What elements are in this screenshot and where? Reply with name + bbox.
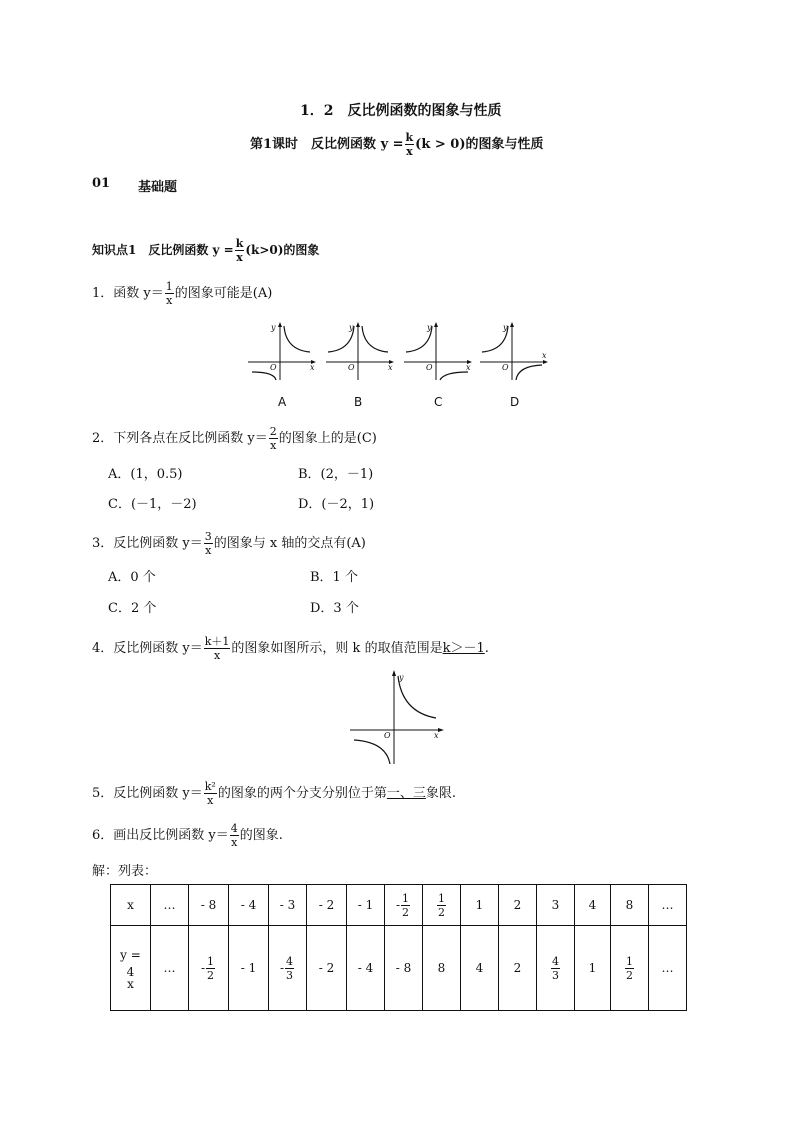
subtitle-fraction: $\frac{k}{x}$ bbox=[405, 131, 414, 158]
table-cell: 4 bbox=[575, 885, 611, 926]
axis-y-label: y bbox=[271, 323, 276, 332]
table-cell: $\frac{4}{3}$ bbox=[537, 926, 575, 1011]
knowledge-point: 知识点1 反比例函数 y = $\frac{k}{x}$ (k>0)的图象 bbox=[92, 237, 320, 264]
subtitle-suffix: (k > 0)的图象与性质 bbox=[415, 137, 544, 152]
table-cell: - $\frac{1}{2}$ bbox=[385, 885, 423, 926]
svg-text:y: y bbox=[503, 323, 508, 332]
graph-label-d: D bbox=[510, 395, 520, 409]
table-cell: 1 bbox=[575, 926, 611, 1011]
table-cell: - 2 bbox=[307, 926, 347, 1011]
q2-option-d: D．(－2，1) bbox=[298, 497, 375, 512]
section-number: 01 bbox=[92, 176, 111, 191]
table-header-y: y = 4 x bbox=[111, 926, 151, 1011]
knowledge-fraction: $\frac{k}{x}$ bbox=[235, 237, 244, 264]
table-cell: 1 bbox=[461, 885, 499, 926]
graph-q4 bbox=[348, 668, 448, 766]
graph-label-a: A bbox=[278, 395, 287, 409]
table-cell: 8 bbox=[611, 885, 649, 926]
q5-answer: 一、三 bbox=[386, 786, 426, 801]
subtitle-prefix: 第1课时 反比例函数 y = bbox=[250, 137, 404, 152]
table-cell: - $\frac{1}{2}$ bbox=[189, 926, 229, 1011]
svg-text:O: O bbox=[270, 363, 277, 372]
q3-option-d: D．3 个 bbox=[310, 601, 359, 616]
svg-text:y: y bbox=[427, 323, 432, 332]
table-cell: - $\frac{4}{3}$ bbox=[269, 926, 307, 1011]
svg-text:x: x bbox=[310, 363, 315, 372]
svg-text:O: O bbox=[502, 363, 509, 372]
table-cell: 2 bbox=[499, 885, 537, 926]
q3-option-b: B．1 个 bbox=[310, 570, 358, 585]
table-cell: 4 bbox=[461, 926, 499, 1011]
graph-option-a bbox=[246, 320, 318, 382]
table-cell: … bbox=[151, 885, 189, 926]
table-row-x bbox=[111, 885, 687, 926]
svg-text:y: y bbox=[349, 323, 354, 332]
table-cell: $\frac{1}{2}$ bbox=[423, 885, 461, 926]
svg-text:O: O bbox=[384, 731, 391, 740]
svg-text:O: O bbox=[426, 363, 433, 372]
table-cell: 2 bbox=[499, 926, 537, 1011]
solution-label: 解：列表： bbox=[92, 864, 158, 879]
graph-label-b: B bbox=[354, 395, 363, 409]
svg-text:O: O bbox=[348, 363, 355, 372]
question-4: 4．反比例函数 y＝ $\frac{k+1}{x}$ 的图象如图所示，则 k 的取值范围是k＞－1. bbox=[92, 635, 489, 662]
question-3: 3．反比例函数 y＝ $\frac{3}{x}$ 的图象与 x 轴的交点有(A) bbox=[92, 530, 366, 557]
svg-text:x: x bbox=[434, 731, 439, 740]
table-cell: … bbox=[649, 885, 687, 926]
graph-option-b bbox=[324, 320, 396, 382]
question-6: 6．画出反比例函数 y＝ $\frac{4}{x}$ 的图象. bbox=[92, 822, 283, 849]
svg-text:x: x bbox=[388, 363, 393, 372]
table-header-x: x bbox=[111, 885, 151, 926]
table-cell: - 4 bbox=[229, 885, 269, 926]
table-cell: $\frac{1}{2}$ bbox=[611, 926, 649, 1011]
question-5: 5．反比例函数 y＝ $\frac{\text{k²}}{x}$ 的图象的两个分支分别位于第一、三象限. bbox=[92, 780, 456, 807]
graph-label-c: C bbox=[434, 395, 443, 409]
q3-option-c: C．2 个 bbox=[108, 601, 157, 616]
question-1: 1．函数 y＝ $\frac{1}{x}$ 的图象可能是(A) bbox=[92, 280, 273, 307]
lesson-subtitle bbox=[250, 132, 543, 157]
question-2: 2．下列各点在反比例函数 y＝ $\frac{2}{x}$ 的图象上的是(C) bbox=[92, 425, 377, 452]
table-cell: 3 bbox=[537, 885, 575, 926]
section-name: 基础题 bbox=[138, 180, 178, 195]
table-cell: … bbox=[649, 926, 687, 1011]
value-table bbox=[110, 884, 687, 1011]
table-cell: 8 bbox=[423, 926, 461, 1011]
q2-option-c: C．(－1，－2) bbox=[108, 497, 197, 512]
graph-option-c bbox=[402, 320, 474, 382]
q3-option-a: A．0 个 bbox=[108, 570, 156, 585]
svg-text:x: x bbox=[466, 363, 471, 372]
table-cell: - 1 bbox=[229, 926, 269, 1011]
page-title: 1．2 反比例函数的图象与性质 bbox=[300, 103, 502, 119]
table-cell: - 8 bbox=[189, 885, 229, 926]
table-cell: - 4 bbox=[347, 926, 385, 1011]
q2-option-b: B．(2，－1) bbox=[298, 467, 374, 482]
svg-text:y: y bbox=[399, 673, 404, 682]
table-cell: - 3 bbox=[269, 885, 307, 926]
table-cell: - 8 bbox=[385, 926, 423, 1011]
svg-text:x: x bbox=[542, 351, 547, 360]
table-cell: - 2 bbox=[307, 885, 347, 926]
table-cell: - 1 bbox=[347, 885, 385, 926]
table-cell: … bbox=[151, 926, 189, 1011]
q2-option-a: A．(1，0.5) bbox=[108, 467, 183, 482]
graph-option-d bbox=[478, 320, 550, 382]
table-row-y bbox=[111, 926, 687, 1011]
q4-answer: k＞－1 bbox=[442, 641, 485, 656]
